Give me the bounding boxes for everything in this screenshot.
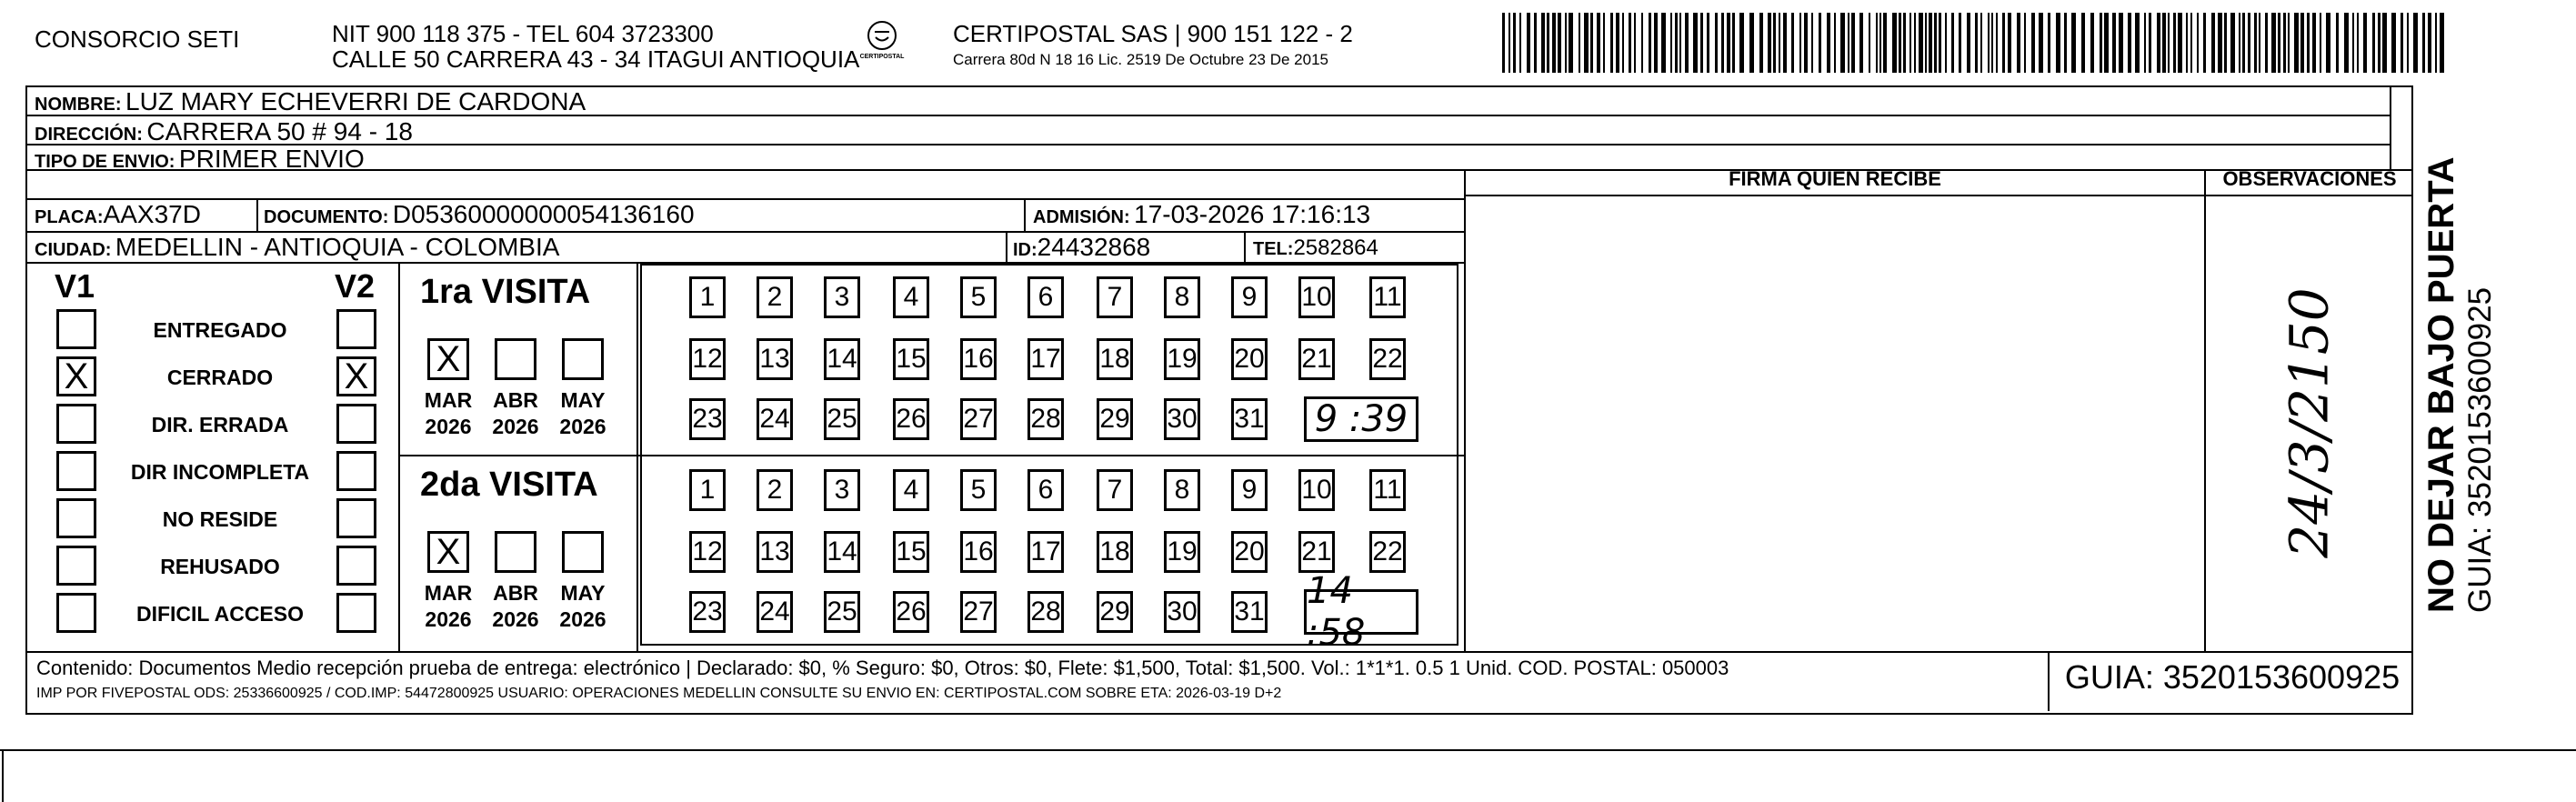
no-dejar-text: NO DEJAR BAJO PUERTA (2421, 156, 2461, 613)
barcode-bar (2230, 13, 2235, 73)
barcode-bar (2254, 13, 2257, 73)
month-checkbox[interactable] (562, 531, 604, 573)
barcode-bar (2178, 13, 2182, 73)
day-box[interactable]: 20 (1231, 531, 1268, 573)
month-checkbox[interactable] (495, 531, 536, 573)
barcode-bar (2056, 13, 2060, 73)
barcode-bar (1670, 13, 1672, 73)
day-box[interactable]: 12 (689, 531, 726, 573)
v2-checkbox[interactable] (336, 309, 376, 349)
barcode-bar (2168, 13, 2170, 73)
v2-label: V2 (335, 267, 376, 305)
v2-mark: X (344, 356, 369, 396)
v2-checkbox[interactable] (336, 356, 376, 396)
barcode-bar (2064, 13, 2067, 73)
day-box[interactable]: 14 (824, 338, 860, 380)
day-box[interactable]: 8 (1164, 469, 1200, 511)
barcode-bar (1768, 13, 1771, 73)
barcode-bar (1541, 13, 1545, 73)
admision-value: 17-03-2026 17:16:13 (1134, 200, 1371, 228)
v2-checkbox[interactable] (336, 404, 376, 444)
barcode-bar (1919, 13, 1923, 73)
day-box[interactable]: 22 (1369, 338, 1406, 380)
day-box[interactable]: 31 (1231, 591, 1268, 633)
v1-checkbox[interactable] (56, 593, 96, 633)
barcode-bar (2352, 13, 2354, 73)
day-box[interactable]: 19 (1164, 531, 1200, 573)
barcode-bar (1980, 13, 1982, 73)
certipostal-logo (855, 20, 909, 60)
barcode-bar (1988, 13, 1990, 73)
barcode-bar (1727, 13, 1730, 73)
barcode-bar (2382, 13, 2387, 73)
barcode-bar (2239, 13, 2240, 73)
day-box[interactable]: 15 (893, 338, 929, 380)
observations-area (2206, 195, 2413, 651)
barcode-bar (1848, 13, 1849, 73)
day-box[interactable]: 29 (1097, 398, 1133, 440)
day-box[interactable]: 3 (824, 276, 860, 318)
barcode-bar (2149, 13, 2151, 73)
barcode (1502, 13, 2453, 73)
day-box[interactable]: 2 (757, 469, 793, 511)
status-option: CERRADO (166, 366, 274, 389)
signature-area[interactable] (1466, 195, 2204, 651)
barcode-bar (1513, 13, 1516, 73)
barcode-bar (1914, 13, 1916, 73)
barcode-bar (1707, 13, 1709, 73)
tel-value: 2582864 (1293, 236, 1378, 260)
v1-label: V1 (55, 267, 95, 305)
ciudad-value: MEDELLIN - ANTIOQUIA - COLOMBIA (115, 233, 560, 261)
documento-label: DOCUMENTO: (264, 207, 389, 227)
barcode-bar (2413, 13, 2418, 73)
month-label: MAY (560, 581, 606, 605)
barcode-bar (1509, 13, 1510, 73)
barcode-bar (1749, 13, 1754, 73)
v1-mark: X (64, 356, 89, 396)
month-checkbox[interactable] (495, 338, 536, 380)
barcode-bar (1925, 13, 1927, 73)
placa-value: AAX37D (103, 200, 201, 228)
placa-label: PLACA: (35, 207, 104, 227)
day-box[interactable]: 16 (960, 338, 997, 380)
barcode-bar (2002, 13, 2005, 73)
v2-checkbox[interactable] (336, 546, 376, 586)
day-box[interactable]: 28 (1027, 398, 1064, 440)
day-box[interactable]: 7 (1097, 469, 1133, 511)
barcode-bar (1579, 13, 1580, 73)
barcode-bar (1934, 13, 1937, 73)
barcode-bar (1883, 13, 1887, 73)
barcode-bar (2344, 13, 2349, 73)
month-checkbox[interactable] (427, 531, 469, 573)
barcode-bar (1869, 13, 1870, 73)
logo-text: CERTIPOSTAL (859, 54, 905, 60)
status-option: REHUSADO (160, 555, 280, 578)
barcode-bar (2312, 13, 2316, 73)
barcode-bar (1685, 13, 1689, 73)
day-box[interactable]: 1 (689, 276, 726, 318)
barcode-bar (1773, 13, 1776, 73)
certi-line-1: CERTIPOSTAL SAS | 900 151 122 - 2 (953, 20, 1353, 47)
year-label: 2026 (425, 607, 472, 631)
barcode-bar (2294, 13, 2299, 73)
barcode-bar (1951, 13, 1954, 73)
company-name: CONSORCIO SETI (35, 25, 240, 53)
barcode-bar (1590, 13, 1593, 73)
barcode-bar (1939, 13, 1941, 73)
barcode-bar (2128, 13, 2131, 73)
barcode-bar (2378, 13, 2381, 73)
barcode-bar (1791, 13, 1794, 73)
day-box[interactable]: 16 (960, 531, 997, 573)
barcode-bar (2218, 13, 2222, 73)
day-box[interactable]: 31 (1231, 398, 1268, 440)
barcode-bar (1675, 13, 1678, 73)
barcode-bar (1929, 13, 1932, 73)
v1-checkbox[interactable] (56, 546, 96, 586)
day-box[interactable]: 18 (1097, 531, 1133, 573)
barcode-bar (2283, 13, 2286, 73)
side-text (2413, 85, 2575, 715)
firma-header: FIRMA QUIEN RECIBE (1729, 167, 1941, 190)
barcode-bar (2173, 13, 2176, 73)
barcode-bar (1721, 13, 1724, 73)
barcode-bar (1811, 13, 1813, 73)
barcode-bar (1610, 13, 1613, 73)
day-box[interactable]: 13 (757, 531, 793, 573)
barcode-bar (2081, 13, 2085, 73)
barcode-bar (1654, 13, 1658, 73)
day-box[interactable]: 23 (689, 398, 726, 440)
day-box[interactable]: 4 (893, 469, 929, 511)
certipostal-logo-icon (864, 20, 900, 51)
barcode-bar (2090, 13, 2094, 73)
year-label: 2026 (492, 415, 539, 438)
day-box[interactable]: 26 (893, 591, 929, 633)
barcode-bar (2157, 13, 2160, 73)
day-box[interactable]: 20 (1231, 338, 1268, 380)
barcode-bar (2372, 13, 2375, 73)
barcode-bar (2104, 13, 2109, 73)
barcode-bar (1597, 13, 1600, 73)
nit-line-1: NIT 900 118 375 - TEL 604 3723300 (332, 20, 714, 47)
day-box[interactable]: 5 (960, 276, 997, 318)
v1-checkbox[interactable] (56, 404, 96, 444)
status-option: DIR. ERRADA (151, 413, 289, 436)
barcode-bar (2401, 13, 2403, 73)
barcode-bar (1547, 13, 1549, 73)
barcode-bar (1996, 13, 1998, 73)
barcode-bar (1945, 13, 1947, 73)
id-label: ID: (1013, 240, 1037, 260)
barcode-bar (1629, 13, 1631, 73)
year-label: 2026 (492, 607, 539, 631)
day-box[interactable]: 26 (893, 398, 929, 440)
nombre-label: NOMBRE: (35, 95, 122, 115)
barcode-bar (1558, 13, 1561, 73)
barcode-bar (1834, 13, 1836, 73)
day-box[interactable]: 19 (1164, 338, 1200, 380)
barcode-bar (2024, 13, 2026, 73)
barcode-bar (1991, 13, 1993, 73)
barcode-bar (2440, 13, 2444, 73)
v1-checkbox[interactable] (56, 451, 96, 491)
barcode-bar (2357, 13, 2359, 73)
barcode-bar (1693, 13, 1698, 73)
visit-title: 1ra VISITA (420, 273, 591, 311)
day-box[interactable]: 21 (1298, 338, 1335, 380)
day-box[interactable]: 9 (1231, 276, 1268, 318)
v1-checkbox[interactable] (56, 498, 96, 538)
day-box[interactable]: 24 (757, 591, 793, 633)
barcode-bar (1840, 13, 1845, 73)
tipo-value: PRIMER ENVIO (178, 145, 365, 173)
barcode-bar (1641, 13, 1643, 73)
v2-checkbox[interactable] (336, 451, 376, 491)
day-box[interactable]: 21 (1298, 531, 1335, 573)
barcode-bar (1892, 13, 1897, 73)
documento-value: D05360000000054136160 (392, 200, 695, 228)
v1-checkbox[interactable] (56, 309, 96, 349)
month-checkbox[interactable] (562, 338, 604, 380)
id-value: 24432868 (1037, 233, 1151, 261)
day-box[interactable]: 18 (1097, 338, 1133, 380)
barcode-bar (2162, 13, 2166, 73)
side-guia: GUIA: 3520153600925 (2462, 286, 2498, 613)
barcode-bar (1876, 13, 1878, 73)
visit-title: 2da VISITA (420, 466, 598, 504)
barcode-bar (1584, 13, 1589, 73)
barcode-bar (2363, 13, 2367, 73)
barcode-bar (1799, 13, 1801, 73)
year-label: 2026 (425, 415, 472, 438)
year-label: 2026 (559, 415, 606, 438)
observaciones-header: OBSERVACIONES (2222, 167, 2397, 190)
day-box[interactable]: 29 (1097, 591, 1133, 633)
barcode-bar (2017, 13, 2020, 73)
barcode-bar (2428, 13, 2431, 73)
day-box[interactable]: 17 (1027, 338, 1064, 380)
barcode-bar (2265, 13, 2268, 73)
barcode-bar (2407, 13, 2409, 73)
barcode-bar (2144, 13, 2146, 73)
certi-line-2: Carrera 80d N 18 16 Lic. 2519 De Octubre 23 De 2015 (953, 51, 1328, 68)
barcode-bar (1739, 13, 1744, 73)
day-box[interactable]: 13 (757, 338, 793, 380)
day-box[interactable]: 24 (757, 398, 793, 440)
barcode-bar (2100, 13, 2102, 73)
barcode-bar (2211, 13, 2215, 73)
status-option: DIR INCOMPLETA (130, 460, 310, 484)
barcode-bar (2391, 13, 2396, 73)
month-checkbox[interactable] (427, 338, 469, 380)
barcode-bar (1565, 13, 1567, 73)
barcode-bar (1759, 13, 1763, 73)
day-box[interactable]: 11 (1369, 469, 1406, 511)
status-option: ENTREGADO (153, 318, 287, 342)
observation-handwriting: 24/3/2150 (2279, 287, 2340, 558)
nit-line-2: CALLE 50 CARRERA 43 - 34 ITAGUI ANTIOQUIA (332, 45, 860, 73)
day-box[interactable]: 8 (1164, 276, 1200, 318)
barcode-bar (2326, 13, 2330, 73)
day-box[interactable]: 12 (689, 338, 726, 380)
barcode-bar (2320, 13, 2321, 73)
footer-content: Contenido: Documentos Medio recepción prueba de entrega: electrónico | Declarado: $0, % Seguro: $0, Otros: $0, Flete: $1,500, Total: $1,500. Vol.: 1*1*1. 0.5 1 Unid. COD. POSTAL: 050003 (36, 657, 1729, 679)
barcode-bar (1502, 13, 1505, 73)
barcode-bar (1661, 13, 1666, 73)
barcode-bar (2135, 13, 2140, 73)
barcode-bar (1715, 13, 1718, 73)
direccion-label: DIRECCIÓN: (35, 125, 143, 145)
month-mark: X (436, 338, 461, 379)
barcode-bar (2259, 13, 2260, 73)
footer-imp: IMP POR FIVEPOSTAL ODS: 25336600925 / COD.IMP: 54472800925 USUARIO: OPERACIONES MEDELLIN CONSULTE SU ENVIO EN: CERTIPOSTAL.COM SOBRE ETA: 2026-03-19 D+2 (36, 686, 1282, 701)
barcode-bar (1819, 13, 1821, 73)
day-box[interactable]: 30 (1164, 591, 1200, 633)
barcode-bar (1603, 13, 1605, 73)
barcode-bar (1851, 13, 1855, 73)
day-box[interactable]: 25 (824, 591, 860, 633)
day-box[interactable]: 14 (824, 531, 860, 573)
barcode-bar (2008, 13, 2011, 73)
barcode-bar (1552, 13, 1556, 73)
barcode-bar (2186, 13, 2188, 73)
barcode-bar (2119, 13, 2123, 73)
month-label: MAR (424, 388, 473, 412)
v2-checkbox[interactable] (336, 593, 376, 633)
month-label: MAY (560, 388, 606, 412)
month-label: ABR (493, 388, 538, 412)
v2-checkbox[interactable] (336, 498, 376, 538)
barcode-bar (1959, 13, 1961, 73)
barcode-bar (1679, 13, 1681, 73)
barcode-bar (1879, 13, 1881, 73)
day-box[interactable]: 11 (1369, 276, 1406, 318)
barcode-bar (1899, 13, 1901, 73)
tel-label: TEL: (1253, 239, 1294, 259)
year-label: 2026 (559, 607, 606, 631)
direccion-value: CARRERA 50 # 94 - 18 (146, 117, 413, 145)
day-box[interactable]: 17 (1027, 531, 1064, 573)
barcode-bar (1732, 13, 1735, 73)
barcode-bar (2048, 13, 2050, 73)
barcode-bar (1804, 13, 1808, 73)
barcode-bar (2288, 13, 2290, 73)
barcode-bar (2112, 13, 2116, 73)
footer-guia: GUIA: 3520153600925 (2064, 658, 2401, 696)
day-box[interactable]: 10 (1298, 469, 1335, 511)
month-label: ABR (493, 581, 538, 605)
barcode-bar (1700, 13, 1703, 73)
barcode-bar (1975, 13, 1978, 73)
barcode-bar (2336, 13, 2339, 73)
barcode-bar (2248, 13, 2250, 73)
barcode-bar (2197, 13, 2199, 73)
barcode-bar (1569, 13, 1573, 73)
day-box[interactable]: 6 (1027, 469, 1064, 511)
day-box[interactable]: 9 (1231, 469, 1268, 511)
barcode-bar (1779, 13, 1780, 73)
day-box[interactable]: 15 (893, 531, 929, 573)
barcode-bar (1903, 13, 1906, 73)
month-label: MAR (424, 581, 473, 605)
status-option: DIFICIL ACCESO (135, 602, 304, 626)
tipo-label: TIPO DE ENVIO: (35, 152, 175, 172)
barcode-bar (2271, 13, 2276, 73)
day-box[interactable]: 22 (1369, 531, 1406, 573)
barcode-bar (1783, 13, 1787, 73)
visit-time: 9 :39 (1304, 396, 1418, 442)
nombre-value: LUZ MARY ECHEVERRI DE CARDONA (125, 87, 586, 115)
barcode-bar (2031, 13, 2035, 73)
barcode-bar (1622, 13, 1624, 73)
month-mark: X (436, 531, 461, 572)
day-box[interactable]: 10 (1298, 276, 1335, 318)
barcode-bar (1909, 13, 1911, 73)
admision-label: ADMISIÓN: (1033, 207, 1130, 227)
ciudad-label: CIUDAD: (35, 240, 112, 260)
status-option: NO RESIDE (162, 507, 278, 531)
barcode-bar (1519, 13, 1521, 73)
barcode-bar (1649, 13, 1651, 73)
day-box[interactable]: 25 (824, 398, 860, 440)
barcode-bar (1859, 13, 1863, 73)
barcode-bar (2224, 13, 2227, 73)
day-box[interactable]: 6 (1027, 276, 1064, 318)
day-box[interactable]: 27 (960, 591, 997, 633)
barcode-bar (1634, 13, 1636, 73)
barcode-bar (2242, 13, 2245, 73)
day-box[interactable]: 30 (1164, 398, 1200, 440)
day-box[interactable]: 28 (1027, 591, 1064, 633)
day-box[interactable]: 5 (960, 469, 997, 511)
barcode-bar (1827, 13, 1830, 73)
barcode-bar (2190, 13, 2192, 73)
barcode-bar (1527, 13, 1530, 73)
barcode-bar (2300, 13, 2304, 73)
barcode-bar (2278, 13, 2280, 73)
day-box[interactable]: 3 (824, 469, 860, 511)
barcode-bar (2435, 13, 2437, 73)
barcode-bar (1967, 13, 1970, 73)
barcode-bar (2203, 13, 2206, 73)
barcode-bar (2071, 13, 2076, 73)
barcode-bar (1534, 13, 1537, 73)
day-box[interactable]: 4 (893, 276, 929, 318)
day-box[interactable]: 2 (757, 276, 793, 318)
day-box[interactable]: 23 (689, 591, 726, 633)
barcode-bar (2307, 13, 2310, 73)
v1-checkbox[interactable] (56, 356, 96, 396)
visit-time: 14 :58 (1304, 589, 1418, 635)
day-box[interactable]: 7 (1097, 276, 1133, 318)
day-box[interactable]: 1 (689, 469, 726, 511)
barcode-bar (1616, 13, 1619, 73)
barcode-bar (2422, 13, 2425, 73)
barcode-bar (2039, 13, 2043, 73)
day-box[interactable]: 27 (960, 398, 997, 440)
